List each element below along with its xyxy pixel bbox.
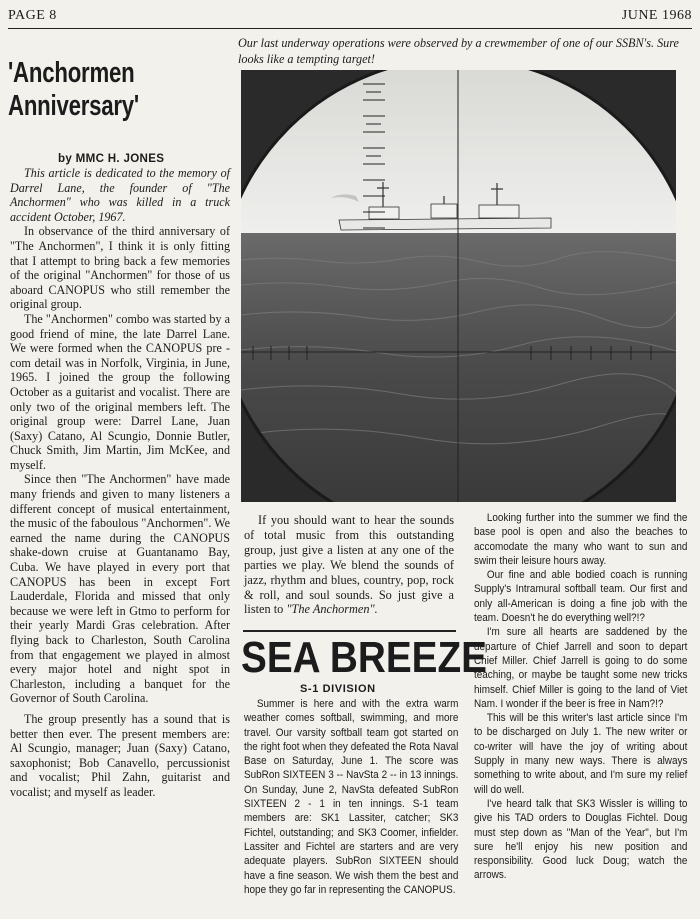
article-paragraph: In observance of the third anniversary of "The Anchormen", I think it is only fitting that I attempt to bring back a few memories of the original "Anchormen" for those of us aboard CANOPUS who still remember the original group. bbox=[10, 224, 230, 312]
dedication: This article is dedicated to the memory of Darrel Lane, the founder of "The Anchormen" who was killed in a truck accident October, 1967. bbox=[10, 166, 230, 224]
closing-text: If you should want to hear the sounds of total music from this outstanding group, just give a listen at any one of the parties we play. We blend the sounds of jazz, rhythm and blues, country, pop, rock & roll, and soul sounds. So just give a listen to bbox=[244, 513, 454, 617]
sea-breeze-column-left bbox=[244, 697, 458, 897]
article-paragraph: The group presently has a sound that is better then ever. The present members are: Al Scungio, manager; Juan (Saxy) Catano, saxophonist; Bob Canavello, percussionist and vocalist; Phil Zahn, guitarist and vocalist; and myself as leader. bbox=[10, 711, 230, 799]
sea-breeze-paragraph: Summer is here and with the extra warm weather comes softball, swimming, and more travel. Our varsity softball team got started on the right foot when they defeated the Rota Naval Base on Saturday, June 1. The score was SubRon SIXTEEN 3 -- NavSta 2 -- in 13 innings. On Sunday, June 2, NavSta defeated SubRon SIXTEEN 2 - 1 in ten innings. S-1 team members are: SK1 Lassiter, catcher; SK3 Fichtel, outstanding; and SK3 Coomer, infielder. Lassiter and Fichtel are starters and are very adequate players. SubRon SIXTEEN should have a fine season. We wish them the best and hope they go far in representing the CANOPUS. bbox=[244, 698, 459, 896]
sea-breeze-paragraph: I'm sure all hearts are saddened by the departure of Chief Jarrell and soon to depart Chief Miller. Chief Jarrell is going to do some teaching, or maybe be taught some new tricks himself. Chief Miller is going to the land of Viet Nam. I wonder if the beer is free in Nam?!? bbox=[474, 626, 688, 710]
sea-breeze-paragraph: This will be this writer's last article since I'm to be discharged on July 1. The new writer or co-writer will have the joy of writing about Supply in many new ways. There is always something to write about, and I'm sure my relief will do well. bbox=[474, 712, 688, 796]
article-paragraph: Since then "The Anchormen" have made many friends and given to many listeners a different concept of musical entertainment, the music of the faboulous "Anchormen". We earned the name during the CANOPUS shake-down cruise at Guantanamo Bay, Cuba. We have played in every port that CANOPUS has been in except Fort Lauderdale, Florida and missed that only because we were left in Gtmo to perform for their yearly Mardi Gras celebration. After flying back to Charleston, South Carolina from that engagement we played in almost every major hotel and night spot in Charleston, including a banquet for the Governor of South Carolina. bbox=[10, 472, 230, 706]
sea-breeze-paragraph: I've heard talk that SK3 Wissler is willing to give his TAD orders to Douglas Fichtel. Doug must step down as "Man of the Year", but I'm sure he'll enjoy his new position and responsibility. Good luck Doug; watch the arrows. bbox=[474, 797, 688, 882]
anchormen-column-1 bbox=[10, 166, 230, 800]
issue-date: JUNE 1968 bbox=[621, 8, 692, 23]
photo-caption: Our last underway operations were observed by a crewmember of one of our SSBN's. Sure looks like a tempting target! bbox=[238, 36, 679, 66]
section-divider bbox=[243, 630, 456, 632]
anchormen-column-2 bbox=[244, 513, 454, 617]
headline-line-1: 'Anchormen bbox=[8, 57, 135, 89]
sea-breeze-paragraph: Our fine and able bodied coach is running Supply's Intramural softball team. Our first and only all-American is doing a fine job with the team. Doesn't he do everything well?!? bbox=[474, 569, 688, 625]
periscope-photo bbox=[241, 70, 676, 502]
closing-name: "The Anchormen". bbox=[286, 602, 378, 617]
sea-breeze-column-right bbox=[474, 511, 687, 883]
article-headline bbox=[8, 57, 242, 123]
division-subtitle: S-1 DIVISION bbox=[300, 683, 376, 695]
sea-breeze-paragraph: Looking further into the summer we find the base pool is open and also the beaches to accomodate the many who want to sun and swim their leisure hours away. bbox=[474, 512, 688, 567]
article-paragraph: The "Anchormen" combo was started by a good friend of mine, the late Darrel Lane. We were formed when the CANOPUS pre - com detail was in Norfolk, Virginia, in June, 1965. I joined the group the following October as a guitarist and vocalist. There are only two of the original members left. The original group were: Darrel Lane, Juan (Saxy) Catano, Al Scungio, Donnie Butler, Chuck Smith, Jim Martin, Jim McKee, and myself. bbox=[10, 311, 230, 472]
headline-line-2: Anniversary' bbox=[8, 90, 139, 122]
sea-breeze-title: SEA BREEZE bbox=[241, 633, 488, 682]
page-number: PAGE 8 bbox=[8, 8, 57, 23]
article-closing bbox=[244, 513, 454, 617]
page-header bbox=[8, 8, 692, 29]
byline: by MMC H. JONES bbox=[58, 152, 165, 165]
